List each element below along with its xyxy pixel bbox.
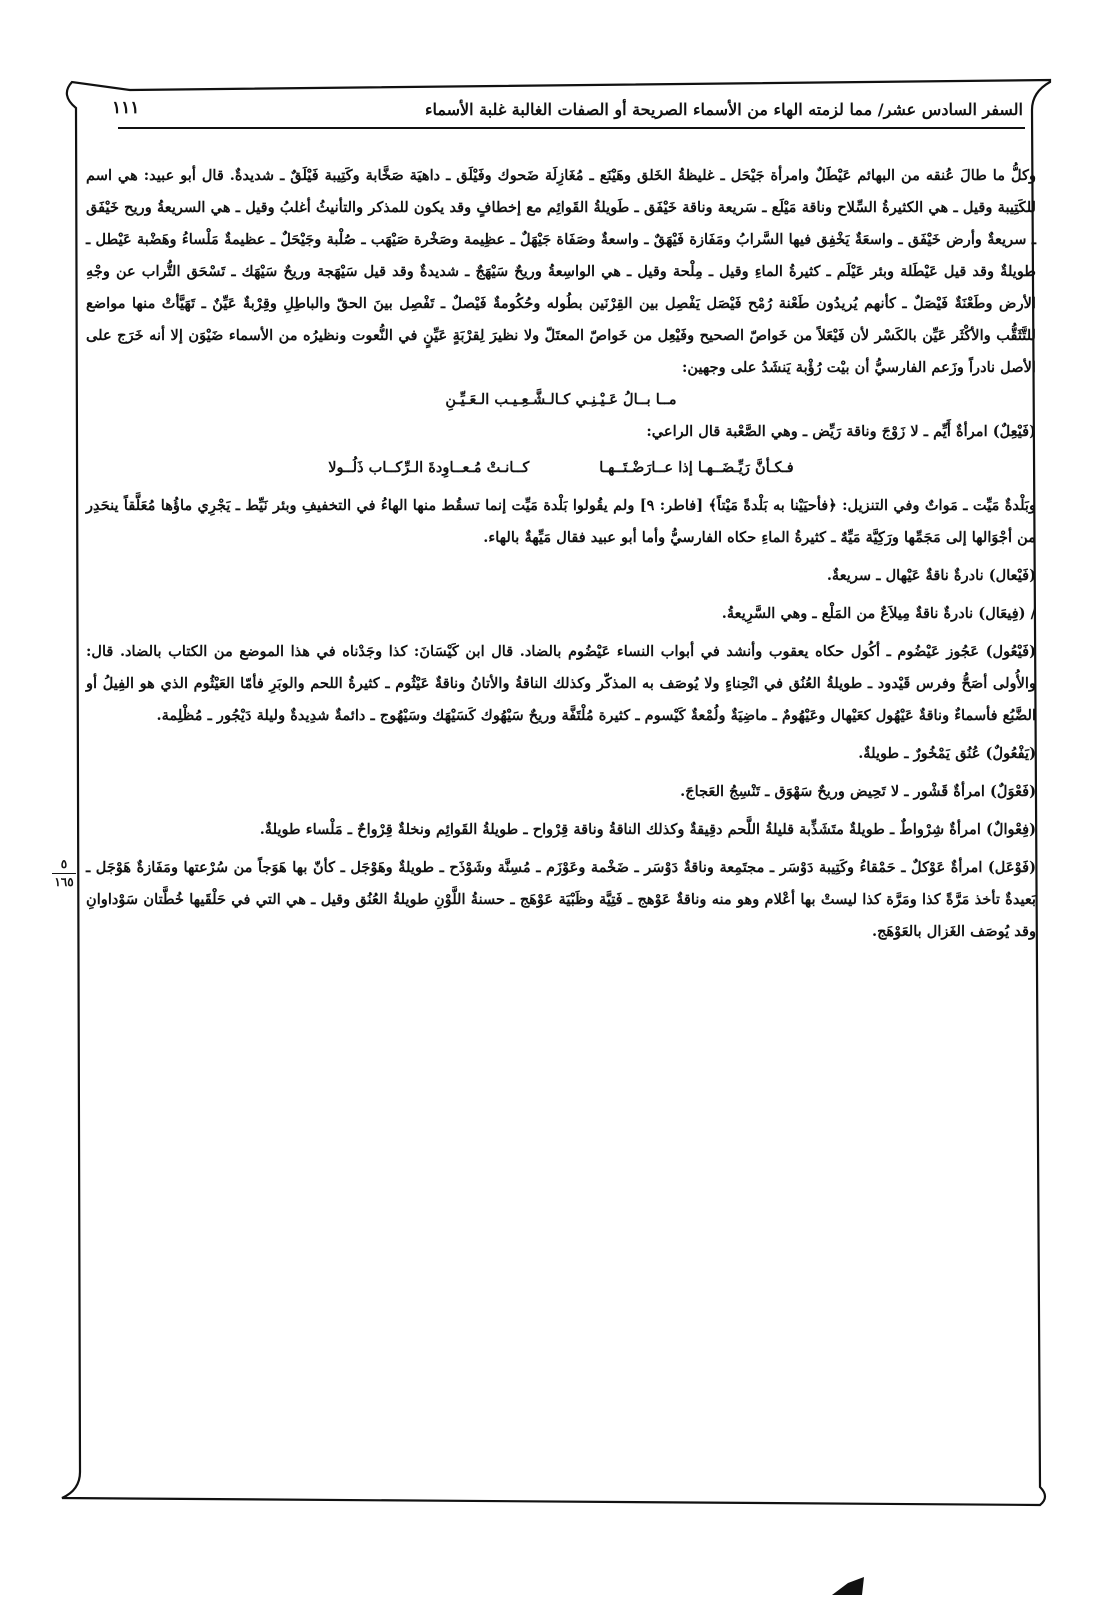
paragraph-5: / (فِيعَال) نادرةٌ ناقةٌ مِيلاَعٌ من المَلْع ـ وهي السَّرِيعةُ. xyxy=(721,605,1036,622)
margin-note-bar xyxy=(52,873,76,874)
paragraph-2: (فَيْعِلٌ) امرأةٌ أَيِّم ـ لا زَوْجَ وناقة رَيِّض ـ وهي الصَّعْبة قال الراعي: xyxy=(646,423,1036,440)
paragraph-3: وبَلْدةٌ مَيِّت ـ مَواتٌ وفي التنزيل: ﴿فأحيَيْنا به بَلْدةً مَيْتاً﴾ [فاطر: ٩] ولم يقُولوا بَلْدة مَيِّت إنما تسقُط منها الهاءُ في التخفيفِ وبئر نَيِّط ـ يَجْرِي ماؤُها مُعَلَّقاً ينحَدِر من أجْوَالها إلى مَجَمِّها ورَكِيَّة مَيِّهٌ ـ كثيرةُ الماءِ حكاه الفارسيُّ وأما أبو عبيد فقال مَيِّهةٌ بالهاء. xyxy=(86,497,1037,546)
margin-note-top: ٥ xyxy=(60,857,68,871)
paragraph-6: (فَيْعُول) عَجُوز عَيْضُوم ـ أكُول حكاه يعقوب وأنشد في أبواب النساء عَيْضُوم بالضاد. قال ابن كَيْسَانَ: كذا وجَدْناه في هذا الموضع من الكتاب بالضاد. قال: والأُولى أصَحُّ وفرس قَيْدود ـ طويلةُ العُنُق في انْحِناءٍ ولا يُوصَف به المذكّر وكذلك الناقةُ والأتانُ وناقةٌ عَيْثُوم ـ كثيرةُ اللحم والوبَرِ فأمّا العَيْثُوم الذي هو الفِيلُ أو الضَّبُع فأسماءٌ وناقةٌ عَيْهُول كعَيْهال وعَيْهُومٌ ـ ماضِيَةٌ ولُمْعةٌ كَيْسوم ـ كثيرة مُلْتَفَّة وريحٌ سَيْهُوك كَسَيْهَك وسَيْهُوج ـ دائمةٌ شدِيدةٌ وليلة دَيْجُور ـ مُظْلِمة. xyxy=(86,643,1036,724)
verse-hemistich-1: فـكـأنَّ رَيِّـضَــهـا إذا عــارَضْـتَــهـا xyxy=(599,459,794,476)
margin-note-bottom: ١٦٥ xyxy=(54,875,74,889)
margin-folio-note xyxy=(52,858,76,889)
paragraph-8: (فَعْوَلٌ) امرأةٌ قَشْور ـ لا تَحِيض وريحٌ سَهْوَق ـ تَنْسِجُ العَجاجَ. xyxy=(680,783,1036,800)
paragraph-9: (فِعْوالٌ) امرأةٌ شِرْواطٌ ـ طويلةٌ متَشَذِّبة قليلةُ اللَّحم دقِيقةٌ وكذلك الناقةُ وناقة قِرْواح ـ طويلةُ القَوائِم ونخلةٌ قِرْواحٌ ـ مَلْساء طويلةٌ. xyxy=(259,821,1036,838)
page-number: ١١١ xyxy=(112,98,140,118)
verse-hemistich-2: كــانـتْ مُـعــاوِدةَ الـرِّكــاب ذَلُــولا xyxy=(328,459,530,476)
paragraph-10: (فَوْعَل) امرأةٌ عَوْكلٌ ـ حَمْقاءُ وكَتِيبة دَوْسَر ـ مجتَمِعة وناقةٌ دَوْسَر ـ ضَخْمة وعَوْزَم ـ مُسِنَّة وشَوْذَح ـ طويلةٌ وهَوْجَل ـ كأنّ بها هَوَجاً من سُرْعتها ومَفَازةٌ هَوْجَل ـ بَعيدةٌ تأخذ مَرَّةً كذا ومَرَّة كذا ليستْ بها أعْلام وهو منه وناقةٌ عَوْهج ـ فَتِيَّة وظَبْيَة عَوْهَج ـ حسنةُ اللَّوْنِ طويلةُ العُنُق وقيل ـ هي التي في حَلْقَيها خُطَّتان سَوْداوانِ وقد يُوصَف الغَزال بالعَوْهَج. xyxy=(86,859,1036,940)
paragraph-4: (فَيْعال) نادرةٌ ناقةٌ عَيْهال ـ سريعةٌ. xyxy=(826,567,1036,584)
paragraph-1: وكلُّ ما طالَ عُنقه من البهائم عَيْطَلٌ وامرأة جَيْحَل ـ غليظةُ الخَلق وهَيْنَع ـ مُغَازِلَة ضَحوك وفَيْلَق ـ داهيَة صَخَّابة وكَتِيبة فَيْلَقٌ ـ شديدةٌ. قال أبو عبيد: هي اسم للكَتِيبة وقيل ـ هي الكثيرةُ السِّلاح وناقة مَيْلَع ـ سَريعة وناقة خَيْفَق ـ طَويلةُ القَوائِم مع إخطافٍ وقد يكون للمذكر والتأنيثُ أغلبُ وقيل ـ هي السريعةُ وريح خَيْفَق ـ سريعةٌ وأرض خَيْفَق ـ واسعَةٌ يَخْفِق فيها السَّرابُ ومَفَازة فَيْهَقٌ ـ واسعةٌ وصَفَاة جَيْهَلٌ ـ عظِيمة وصَخْرة صَيْهَب ـ صُلْبة وجَيْحَلٌ ـ عظيمةٌ مَلْساءُ وهَضْبة عَيْطل ـ طويلةٌ وقد قيل عَيْطَلة وبئر عَيْلَم ـ كثيرةُ الماءِ وقيل ـ مِلْحة وقيل ـ هي الواسِعةُ وريحٌ سَيْهَجٌ ـ شديدةٌ وقد قيل سَيْهَجة وريحٌ سَيْهَك ـ تَسْحَق التُّراب عن وجْهِ الأرض وطَعْنَةٌ فَيْصَلٌ ـ كأنهم يُريدُون طَعْنة رُمْح فَيْصَل يَفْصِل بين القِرْنَين بطُوله وحُكُومةٌ فَيْصلٌ ـ تَفْصِل بينَ الحقّ والباطِلِ وقِرْبةٌ عَيِّنٌ ـ تَهَيَّأتْ منها مواضع للتَّثَقُّب والأكْثَر عَيِّن بالكَسْر لأن فَيْعَلاً من خَواصّ الصحيح وفَيْعِل من خَواصّ المعتَلّ ولا نظيرَ لِقرْبَةٍ عَيِّنٍ في النُّعوت ونظيرُه من الأسماء ضَيْوَن إلا أنه خَرَج على الأصل نادراً وزَعم الفارسيُّ أن بيْت رُؤْبة يَنشَدُ على وجهين: xyxy=(86,167,1036,376)
verse-line-1: مــا بــالُ عَـيْـنِـي كـالـشَّـعِـيـب الـعَـيِّـنِ xyxy=(445,391,677,408)
page-body xyxy=(86,160,1036,948)
paragraph-7: (يَفْعُولٌ) عُنُق يَمْخُورٌ ـ طويلةٌ. xyxy=(858,745,1036,762)
verse-line-2 xyxy=(86,452,1036,484)
header-rule xyxy=(118,127,1025,129)
running-header-title: السفر السادس عشر/ مما لزمته الهاء من الأسماء الصريحة أو الصفات الغالبة غلبة الأسماء xyxy=(424,100,1023,119)
bottom-ink-mark xyxy=(828,1573,868,1597)
